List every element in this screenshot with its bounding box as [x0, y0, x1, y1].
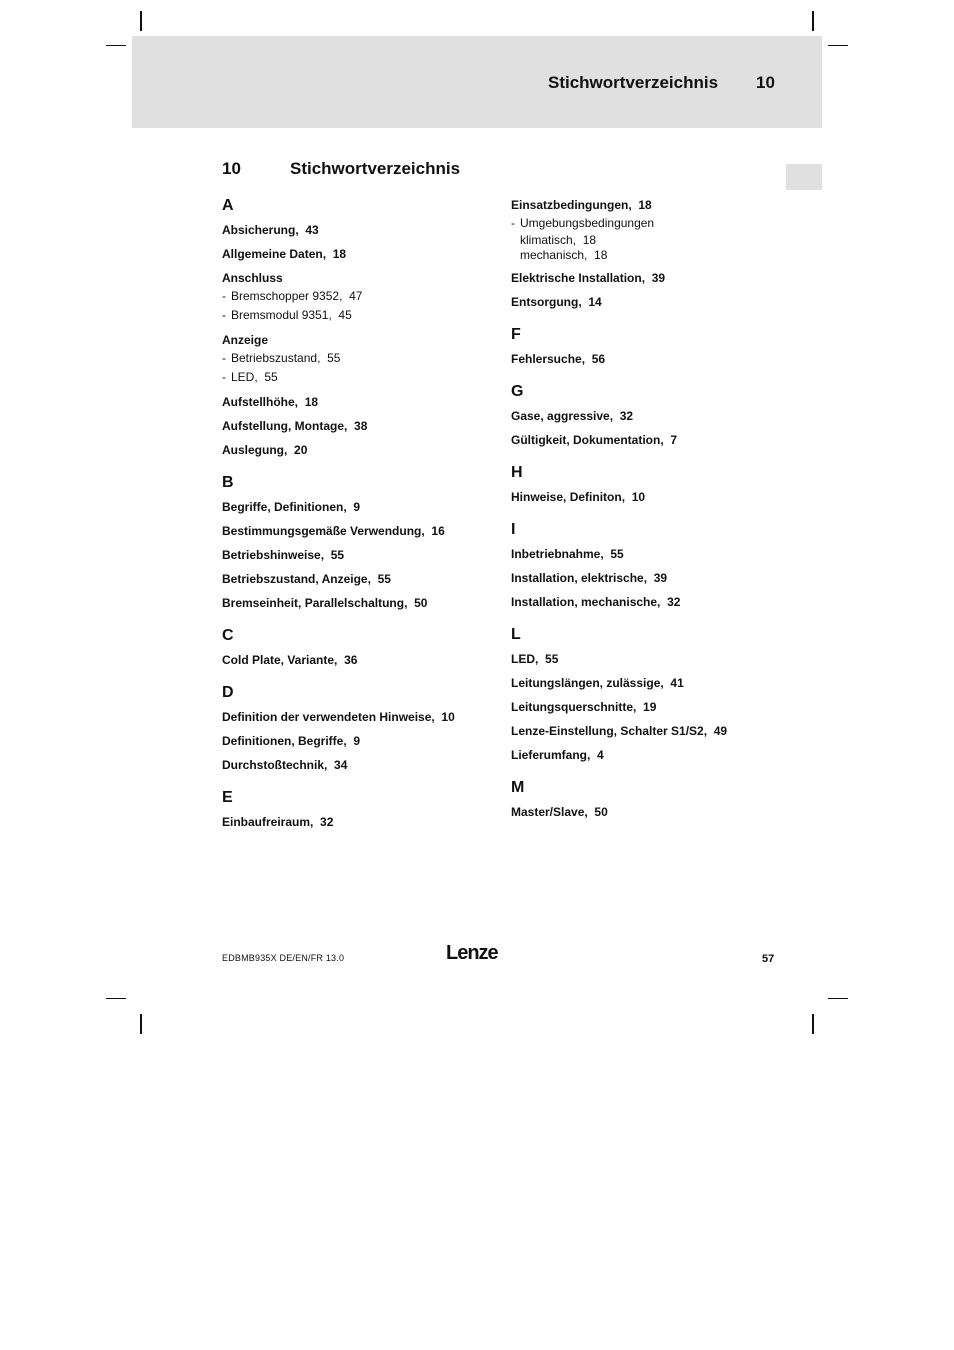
- index-entry: [511, 350, 781, 368]
- section-heading: [222, 159, 460, 179]
- sub-entry-term: Bremsmodul 9351: [231, 308, 329, 322]
- index-sub-entry: [511, 214, 781, 233]
- sub-entry-dash: -: [222, 351, 226, 365]
- index-entry: [222, 732, 492, 750]
- index-term: Definition der verwendeten Hinweise: [222, 710, 432, 724]
- index-term: Hinweise, Definiton: [511, 490, 622, 504]
- index-page-number: 55: [610, 547, 624, 561]
- index-separator: [657, 595, 667, 609]
- index-group: [511, 463, 781, 506]
- index-separator: [310, 815, 320, 829]
- header-chapter-number: 10: [756, 73, 775, 92]
- index-separator: [573, 233, 583, 247]
- index-column-left: [222, 196, 492, 845]
- index-page-number: 32: [320, 815, 334, 829]
- index-group: [222, 683, 492, 774]
- index-column-right: [511, 196, 781, 835]
- index-term: Aufstellhöhe: [222, 395, 295, 409]
- index-entry: [222, 441, 492, 459]
- index-separator: [660, 433, 670, 447]
- index-term: [511, 698, 781, 716]
- index-entry: [222, 245, 492, 263]
- index-entry: [511, 545, 781, 563]
- index-separator: [339, 289, 349, 303]
- crop-mark-top-right-vertical: [812, 11, 814, 31]
- index-entry: [222, 221, 492, 239]
- index-term: Durchstoßtechnik: [222, 758, 325, 772]
- index-letter-heading: D: [222, 684, 234, 701]
- page-header-band: [132, 36, 822, 128]
- index-letter-heading: C: [222, 627, 234, 644]
- index-group: [511, 520, 781, 611]
- index-term: [511, 407, 781, 425]
- index-letter-heading: E: [222, 789, 233, 806]
- index-page-number: 39: [651, 271, 666, 285]
- sub-entry-dash: -: [222, 289, 226, 303]
- index-page-number: 55: [330, 548, 345, 562]
- index-term: [511, 293, 781, 311]
- index-separator: [344, 419, 354, 433]
- index-entry: [222, 651, 492, 669]
- index-page-number: 34: [334, 758, 348, 772]
- index-term: [222, 269, 492, 287]
- footer-document-id: EDBMB935X DE/EN/FR 13.0: [222, 953, 345, 963]
- index-separator: [343, 734, 353, 748]
- section-number: 10: [222, 159, 241, 178]
- index-entry: [222, 498, 492, 516]
- index-term: [222, 651, 492, 669]
- crop-mark-bottom-left-horizontal: [106, 998, 126, 999]
- index-entry: [511, 593, 781, 611]
- index-letter-heading: G: [511, 383, 524, 400]
- index-term: [222, 756, 492, 774]
- index-letter-heading: L: [511, 626, 521, 643]
- index-separator: [704, 724, 714, 738]
- index-term: Installation, elektrische: [511, 571, 644, 585]
- index-term: Entsorgung: [511, 295, 579, 309]
- index-group: [511, 325, 781, 368]
- index-page-number: 18: [332, 247, 347, 261]
- index-page-number: 49: [713, 724, 728, 738]
- index-separator: [587, 748, 597, 762]
- index-term: Einbaufreiraum: [222, 815, 311, 829]
- index-letter-heading: A: [222, 197, 234, 214]
- index-entry: [511, 488, 781, 506]
- index-separator: [431, 710, 441, 724]
- crop-mark-bottom-right-vertical: [812, 1014, 814, 1034]
- index-page-number: 32: [667, 595, 681, 609]
- index-page-number: 10: [441, 710, 455, 724]
- sub-entry-term: Bremschopper 9352: [231, 289, 340, 303]
- index-entry: [511, 569, 781, 587]
- section-title: Stichwortverzeichnis: [290, 159, 461, 178]
- crop-mark-top-right-horizontal: [828, 45, 848, 46]
- index-term: Gase, aggressive: [511, 409, 610, 423]
- index-term: [511, 722, 781, 740]
- index-term: Bremseinheit, Parallelschaltung: [222, 596, 405, 610]
- sub-entry-term: LED: [231, 370, 255, 384]
- index-entry: [511, 269, 781, 287]
- sub-sub-entry-term: klimatisch: [520, 233, 573, 247]
- index-group: [222, 788, 492, 831]
- index-separator: [642, 271, 652, 285]
- index-sub-sub-entry: [511, 233, 781, 248]
- index-term: Elektrische Installation: [511, 271, 642, 285]
- index-group: [222, 626, 492, 669]
- index-term: Allgemeine Daten: [222, 247, 323, 261]
- index-term: Cold Plate, Variante: [222, 653, 335, 667]
- index-separator: [254, 370, 264, 384]
- index-entry: [511, 722, 781, 740]
- index-term: [222, 417, 492, 435]
- index-term: [222, 498, 492, 516]
- index-separator: [600, 547, 610, 561]
- index-term: Begriffe, Definitionen: [222, 500, 344, 514]
- index-sub-sub-entry: [511, 248, 781, 263]
- sub-entry-dash: -: [511, 216, 515, 230]
- index-page-number: 20: [294, 443, 308, 457]
- index-separator: [660, 676, 670, 690]
- index-page-number: 55: [377, 572, 391, 586]
- index-term: [222, 221, 492, 239]
- index-entry: [511, 746, 781, 764]
- index-term: LED: [511, 652, 535, 666]
- index-term: [222, 522, 492, 540]
- index-term: Absicherung: [222, 223, 296, 237]
- index-separator: [284, 443, 294, 457]
- index-page-number: 50: [414, 596, 428, 610]
- index-group: [511, 196, 781, 311]
- page-number: 57: [762, 953, 775, 965]
- index-page-number: 14: [588, 295, 602, 309]
- index-term: Einsatzbedingungen: [511, 198, 629, 212]
- index-term: Betriebszustand, Anzeige: [222, 572, 368, 586]
- index-sub-entry: [222, 349, 492, 368]
- index-term: [222, 441, 492, 459]
- index-page-number: 10: [631, 490, 646, 504]
- index-term: [222, 570, 492, 588]
- index-term: [511, 803, 781, 821]
- index-page-number: 36: [344, 653, 358, 667]
- sub-entry-dash: -: [222, 370, 226, 384]
- index-page-number: 16: [431, 524, 445, 538]
- index-separator: [317, 351, 327, 365]
- index-term: [222, 813, 492, 831]
- index-page-number: 19: [643, 700, 657, 714]
- index-separator: [343, 500, 353, 514]
- index-separator: [295, 223, 305, 237]
- index-term: Inbetriebnahme: [511, 547, 601, 561]
- index-letter-heading: H: [511, 464, 523, 481]
- index-term: Anzeige: [222, 333, 269, 347]
- index-term: [511, 350, 781, 368]
- index-term: Leitungslängen, zulässige: [511, 676, 661, 690]
- header-title: Stichwortverzeichnis: [548, 73, 719, 92]
- index-entry: [511, 407, 781, 425]
- index-separator: [633, 700, 643, 714]
- index-page-number: 18: [638, 198, 652, 212]
- index-entry: [222, 546, 492, 564]
- index-separator: [328, 308, 338, 322]
- index-term: [222, 708, 492, 726]
- index-page-number: 18: [582, 233, 597, 247]
- index-page-number: 45: [338, 308, 352, 322]
- crop-mark-bottom-left-vertical: [140, 1014, 142, 1034]
- sub-entry-term: Betriebszustand: [231, 351, 318, 365]
- index-term: [511, 431, 781, 449]
- index-page-number: 55: [264, 370, 278, 384]
- index-page-number: 55: [545, 652, 559, 666]
- sub-entry-term: Umgebungsbedingungen: [520, 216, 655, 230]
- index-entry: [222, 708, 492, 726]
- index-entry: [511, 803, 781, 821]
- index-separator: [295, 395, 305, 409]
- index-entry: [222, 756, 492, 774]
- index-entry: [222, 813, 492, 831]
- crop-mark-bottom-right-horizontal: [828, 998, 848, 999]
- index-page-number: 47: [349, 289, 363, 303]
- lenze-logo: Lenze: [446, 942, 498, 964]
- index-separator: [334, 653, 344, 667]
- index-term: [222, 732, 492, 750]
- index-sub-entry: [222, 368, 492, 387]
- index-term: [222, 546, 492, 564]
- index-separator: [584, 805, 594, 819]
- index-entry: [222, 570, 492, 588]
- index-entry: [511, 293, 781, 311]
- index-separator: [644, 571, 654, 585]
- index-term: [511, 593, 781, 611]
- index-term: [511, 674, 781, 692]
- index-entry: [222, 269, 492, 325]
- index-term: Bestimmungsgemäße Verwendung: [222, 524, 422, 538]
- index-term: [222, 331, 492, 349]
- index-entry: [511, 431, 781, 449]
- index-page-number: 55: [327, 351, 341, 365]
- index-page-number: 32: [619, 409, 634, 423]
- index-term: Betriebshinweise: [222, 548, 321, 562]
- index-separator: [610, 409, 620, 423]
- index-term: [222, 594, 492, 612]
- index-term: Lenze-Einstellung, Schalter S1/S2: [511, 724, 704, 738]
- index-separator: [584, 248, 594, 262]
- index-letter-heading: B: [222, 474, 234, 491]
- crop-mark-top-left-horizontal: [106, 45, 126, 46]
- index-page-number: 39: [653, 571, 668, 585]
- index-page-number: 18: [594, 248, 608, 262]
- index-page-number: 38: [354, 419, 368, 433]
- index-separator: [321, 548, 331, 562]
- sub-entry-dash: -: [222, 308, 226, 322]
- index-term: Master/Slave: [511, 805, 585, 819]
- index-entry: [511, 698, 781, 716]
- index-entry: [222, 331, 492, 387]
- index-term: [222, 393, 492, 411]
- index-term: Installation, mechanische: [511, 595, 658, 609]
- index-letter-heading: F: [511, 326, 521, 343]
- index-term: [511, 569, 781, 587]
- index-letter-heading: M: [511, 779, 525, 796]
- index-separator: [578, 295, 588, 309]
- index-term: [511, 650, 781, 668]
- index-separator: [368, 572, 378, 586]
- index-term: Gültigkeit, Dokumentation: [511, 433, 661, 447]
- index-page-number: 4: [597, 748, 604, 762]
- index-term: Definitionen, Begriffe: [222, 734, 344, 748]
- index-page-number: 18: [304, 395, 319, 409]
- index-separator: [421, 524, 431, 538]
- index-entry: [222, 393, 492, 411]
- index-term: Fehlersuche: [511, 352, 582, 366]
- index-separator: [323, 247, 333, 261]
- index-page-number: 7: [670, 433, 678, 447]
- index-term: [511, 545, 781, 563]
- sub-sub-entry-term: mechanisch: [520, 248, 585, 262]
- index-separator: [628, 198, 638, 212]
- index-separator: [622, 490, 632, 504]
- index-group: [511, 778, 781, 821]
- index-sub-entry: [222, 287, 492, 306]
- index-entry: [222, 522, 492, 540]
- index-sub-entry: [222, 306, 492, 325]
- index-term: [511, 746, 781, 764]
- index-group: [511, 382, 781, 449]
- index-letter-heading: I: [511, 521, 516, 538]
- index-entry: [222, 417, 492, 435]
- index-term: Aufstellung, Montage: [222, 419, 344, 433]
- index-separator: [535, 652, 545, 666]
- index-page-number: 50: [594, 805, 608, 819]
- crop-mark-top-left-vertical: [140, 11, 142, 31]
- index-entry: [222, 594, 492, 612]
- index-term: Leitungsquerschnitte: [511, 700, 634, 714]
- index-term: Lieferumfang: [511, 748, 588, 762]
- index-page-number: 9: [353, 734, 361, 748]
- index-separator: [404, 596, 414, 610]
- index-page-number: 9: [353, 500, 361, 514]
- index-term: [511, 196, 781, 214]
- index-group: [511, 625, 781, 764]
- index-page-number: 56: [591, 352, 606, 366]
- index-term: Auslegung: [222, 443, 284, 457]
- index-entry: [511, 650, 781, 668]
- index-term: [511, 488, 781, 506]
- index-term: [222, 245, 492, 263]
- index-group: [222, 196, 492, 459]
- index-separator: [324, 758, 334, 772]
- index-entry: [511, 674, 781, 692]
- chapter-side-tab: [786, 164, 822, 190]
- index-term: Anschluss: [222, 271, 283, 285]
- index-term: [511, 269, 781, 287]
- index-group: [222, 473, 492, 612]
- index-page-number: 41: [670, 676, 684, 690]
- index-separator: [582, 352, 592, 366]
- index-page-number: 43: [305, 223, 319, 237]
- index-entry: [511, 196, 781, 263]
